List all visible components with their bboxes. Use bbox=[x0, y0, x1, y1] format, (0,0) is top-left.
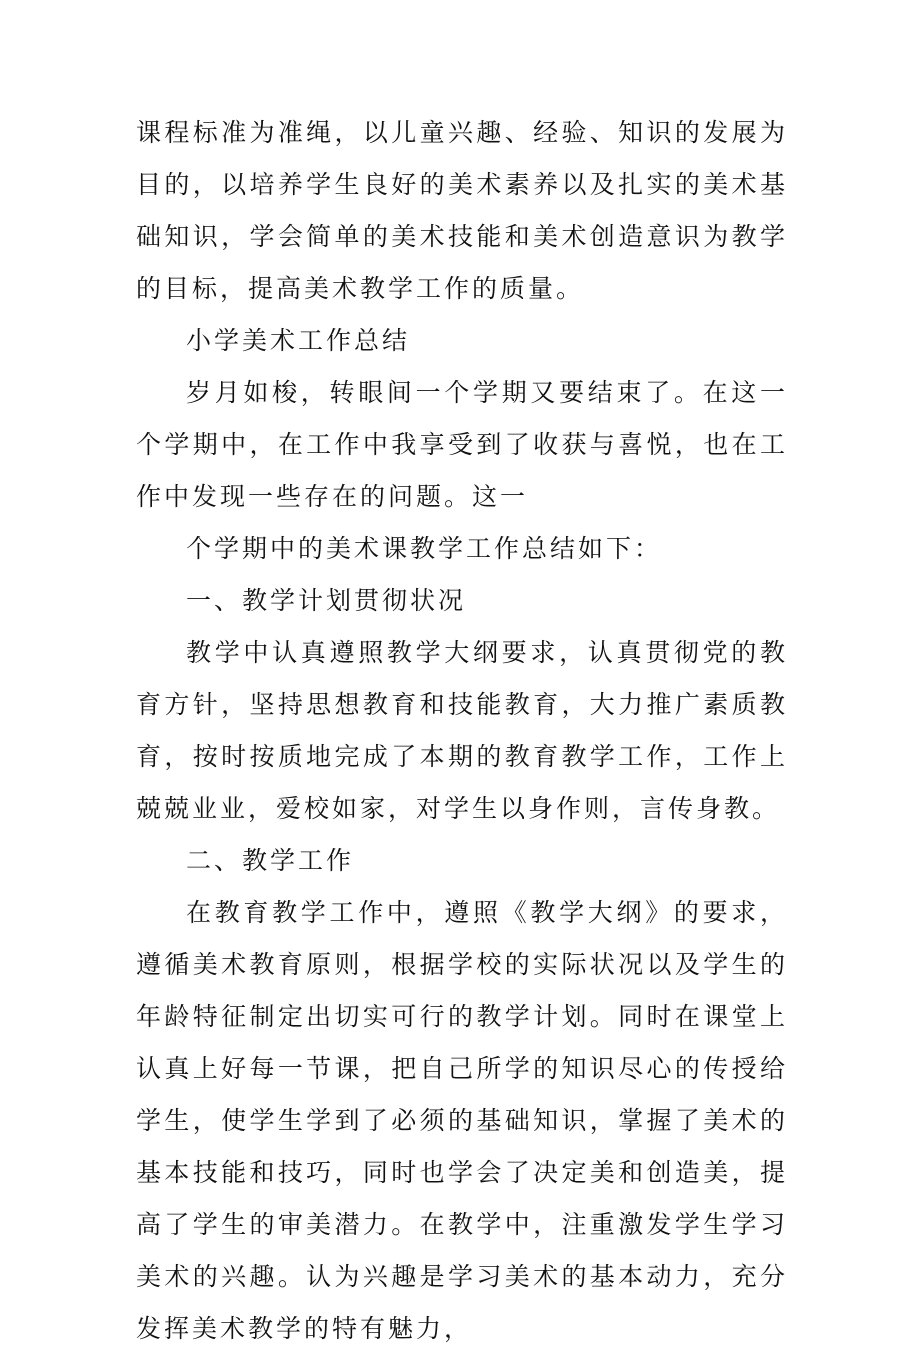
document-title: 小学美术工作总结 bbox=[186, 326, 411, 355]
section-heading-teaching: 二、教学工作 bbox=[186, 846, 355, 875]
paragraph-summary-lead: 个学期中的美术课教学工作总结如下： bbox=[186, 534, 663, 563]
paragraph-opening: 岁月如梭，转眼间一个学期又要结束了。在这一个学期中，在工作中我享受到了收获与喜悦，也在工作中发现一些存在的问题。这一 bbox=[136, 378, 788, 511]
paragraph-intro: 课程标准为准绳，以儿童兴趣、经验、知识的发展为目的，以培养学生良好的美术素养以及扎实的美术基础知识，学会简单的美术技能和美术创造意识为教学的目标，提高美术教学工作的质量。 bbox=[136, 118, 788, 303]
paragraph-plan: 教学中认真遵照教学大纲要求，认真贯彻党的教育方针，坚持思想教育和技能教育，大力推广素质教育，按时按质地完成了本期的教育教学工作，工作上兢兢业业，爱校如家，对学生以身作则，言传身教。 bbox=[136, 638, 788, 823]
document-body bbox=[136, 107, 788, 1355]
section-heading-plan: 一、教学计划贯彻状况 bbox=[186, 586, 467, 615]
paragraph-teaching: 在教育教学工作中，遵照《教学大纲》的要求，遵循美术教育原则，根据学校的实际状况以及学生的年龄特征制定出切实可行的教学计划。同时在课堂上认真上好每一节课，把自己所学的知识尽心的传授给学生，使学生学到了必须的基础知识，掌握了美术的基本技能和技巧，同时也学会了决定美和创造美，提高了学生的审美潜力。在教学中，注重激发学生学习美术的兴趣。认为兴趣是学习美术的基本动力，充分发挥美术教学的特有魅力， bbox=[136, 898, 788, 1343]
